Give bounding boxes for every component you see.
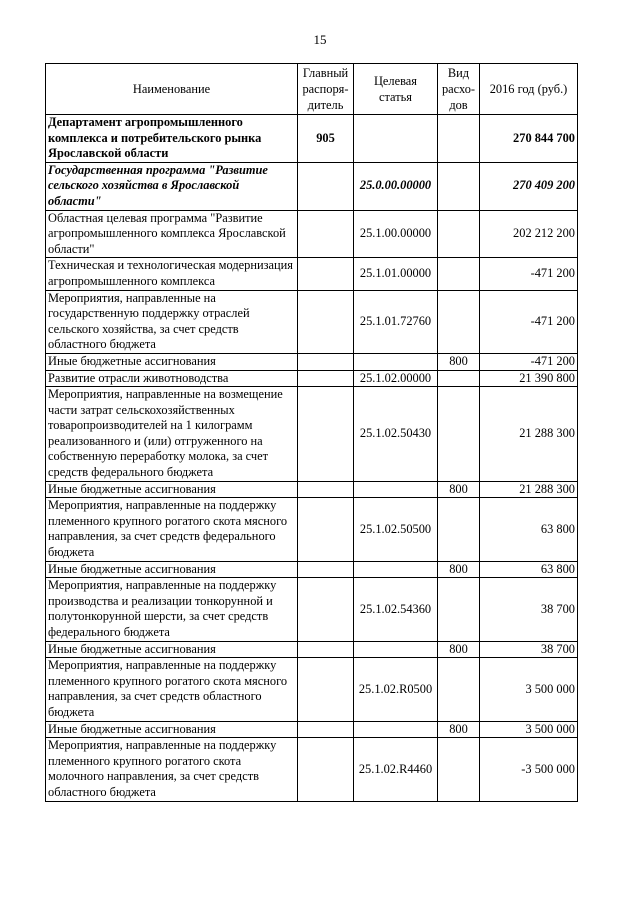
cell-amount: 21 288 300 bbox=[480, 387, 578, 482]
cell-main-manager bbox=[298, 738, 354, 801]
cell-target-article bbox=[354, 561, 438, 578]
cell-name: Иные бюджетные ассигнования bbox=[46, 561, 298, 578]
cell-main-manager bbox=[298, 721, 354, 738]
cell-amount: 270 844 700 bbox=[480, 115, 578, 163]
cell-target-article: 25.0.00.00000 bbox=[354, 162, 438, 210]
cell-expense-type bbox=[438, 115, 480, 163]
cell-main-manager bbox=[298, 290, 354, 353]
cell-amount: 3 500 000 bbox=[480, 721, 578, 738]
cell-expense-type bbox=[438, 738, 480, 801]
table-row bbox=[46, 481, 578, 498]
table-row bbox=[46, 115, 578, 163]
table-row bbox=[46, 721, 578, 738]
cell-main-manager bbox=[298, 641, 354, 658]
cell-main-manager bbox=[298, 658, 354, 721]
cell-main-manager bbox=[298, 578, 354, 641]
table-row bbox=[46, 387, 578, 482]
cell-target-article bbox=[354, 353, 438, 370]
table-row bbox=[46, 353, 578, 370]
cell-main-manager bbox=[298, 162, 354, 210]
cell-name: Иные бюджетные ассигнования bbox=[46, 481, 298, 498]
cell-expense-type bbox=[438, 387, 480, 482]
header-row bbox=[46, 64, 578, 115]
cell-name: Техническая и технологическая модернизация агропромышленного комплекса bbox=[46, 258, 298, 290]
cell-amount: -3 500 000 bbox=[480, 738, 578, 801]
cell-main-manager bbox=[298, 370, 354, 387]
cell-name: Департамент агропромышленного комплекса и потребительского рынка Ярославской области bbox=[46, 115, 298, 163]
cell-expense-type bbox=[438, 578, 480, 641]
cell-amount: 38 700 bbox=[480, 641, 578, 658]
cell-main-manager bbox=[298, 481, 354, 498]
cell-target-article bbox=[354, 721, 438, 738]
cell-amount: -471 200 bbox=[480, 353, 578, 370]
cell-name: Мероприятия, направленные на поддержку племенного крупного рогатого скота молочного направления, за счет средств областного бюджета bbox=[46, 738, 298, 801]
cell-main-manager bbox=[298, 561, 354, 578]
table-row bbox=[46, 738, 578, 801]
cell-name: Развитие отрасли животноводства bbox=[46, 370, 298, 387]
header-amount: 2016 год (руб.) bbox=[480, 64, 578, 115]
cell-expense-type bbox=[438, 498, 480, 561]
cell-name: Иные бюджетные ассигнования bbox=[46, 721, 298, 738]
cell-amount: 270 409 200 bbox=[480, 162, 578, 210]
cell-target-article: 25.1.02.50500 bbox=[354, 498, 438, 561]
header-name: Наименование bbox=[46, 64, 298, 115]
cell-expense-type bbox=[438, 162, 480, 210]
cell-name: Мероприятия, направленные на возмещение части затрат сельскохозяйственных товаропроизводителей на 1 килограмм реализованного и (или) отгруженного на собственную переработку молока, за счет средств федерального бюджета bbox=[46, 387, 298, 482]
header-main-manager: Главный распоря-дитель bbox=[298, 64, 354, 115]
table-row bbox=[46, 498, 578, 561]
table-row bbox=[46, 658, 578, 721]
table-row bbox=[46, 641, 578, 658]
cell-main-manager bbox=[298, 353, 354, 370]
cell-name: Мероприятия, направленные на поддержку производства и реализации тонкорунной и полутонкорунной шерсти, за счет средств федерального бюджета bbox=[46, 578, 298, 641]
cell-amount: -471 200 bbox=[480, 258, 578, 290]
cell-main-manager bbox=[298, 210, 354, 258]
cell-amount: 3 500 000 bbox=[480, 658, 578, 721]
cell-main-manager: 905 bbox=[298, 115, 354, 163]
cell-target-article: 25.1.01.00000 bbox=[354, 258, 438, 290]
cell-name: Иные бюджетные ассигнования bbox=[46, 353, 298, 370]
table-row bbox=[46, 258, 578, 290]
cell-amount: 21 288 300 bbox=[480, 481, 578, 498]
cell-name: Иные бюджетные ассигнования bbox=[46, 641, 298, 658]
table-row bbox=[46, 162, 578, 210]
cell-target-article bbox=[354, 481, 438, 498]
cell-amount: -471 200 bbox=[480, 290, 578, 353]
cell-name: Мероприятия, направленные на государственную поддержку отраслей сельского хозяйства, за счет средств областного бюджета bbox=[46, 290, 298, 353]
cell-expense-type: 800 bbox=[438, 481, 480, 498]
cell-amount: 21 390 800 bbox=[480, 370, 578, 387]
cell-target-article: 25.1.02.R4460 bbox=[354, 738, 438, 801]
table-row bbox=[46, 561, 578, 578]
cell-target-article: 25.1.00.00000 bbox=[354, 210, 438, 258]
table-row bbox=[46, 290, 578, 353]
cell-main-manager bbox=[298, 258, 354, 290]
cell-expense-type: 800 bbox=[438, 721, 480, 738]
cell-expense-type bbox=[438, 658, 480, 721]
cell-expense-type: 800 bbox=[438, 561, 480, 578]
table-row bbox=[46, 370, 578, 387]
header-expense-type: Вид расхо-дов bbox=[438, 64, 480, 115]
cell-expense-type bbox=[438, 210, 480, 258]
cell-name: Государственная программа "Развитие сельского хозяйства в Ярославской области" bbox=[46, 162, 298, 210]
cell-main-manager bbox=[298, 387, 354, 482]
cell-target-article: 25.1.02.50430 bbox=[354, 387, 438, 482]
cell-expense-type bbox=[438, 290, 480, 353]
cell-amount: 38 700 bbox=[480, 578, 578, 641]
cell-main-manager bbox=[298, 498, 354, 561]
table-row bbox=[46, 210, 578, 258]
cell-expense-type: 800 bbox=[438, 641, 480, 658]
table-body bbox=[46, 115, 578, 802]
page-number: 15 bbox=[313, 32, 327, 47]
cell-name: Мероприятия, направленные на поддержку племенного крупного рогатого скота мясного направления, за счет средств областного бюджета bbox=[46, 658, 298, 721]
cell-expense-type bbox=[438, 258, 480, 290]
cell-target-article: 25.1.02.R0500 bbox=[354, 658, 438, 721]
cell-amount: 63 800 bbox=[480, 498, 578, 561]
budget-table bbox=[45, 63, 578, 802]
cell-name: Мероприятия, направленные на поддержку племенного крупного рогатого скота мясного направления, за счет средств федерального бюджета bbox=[46, 498, 298, 561]
cell-amount: 63 800 bbox=[480, 561, 578, 578]
cell-target-article bbox=[354, 641, 438, 658]
cell-target-article bbox=[354, 115, 438, 163]
table-row bbox=[46, 578, 578, 641]
cell-amount: 202 212 200 bbox=[480, 210, 578, 258]
cell-expense-type: 800 bbox=[438, 353, 480, 370]
cell-target-article: 25.1.02.54360 bbox=[354, 578, 438, 641]
cell-expense-type bbox=[438, 370, 480, 387]
header-target-article: Целевая статья bbox=[354, 64, 438, 115]
cell-target-article: 25.1.01.72760 bbox=[354, 290, 438, 353]
cell-name: Областная целевая программа "Развитие агропромышленного комплекса Ярославской области" bbox=[46, 210, 298, 258]
cell-target-article: 25.1.02.00000 bbox=[354, 370, 438, 387]
